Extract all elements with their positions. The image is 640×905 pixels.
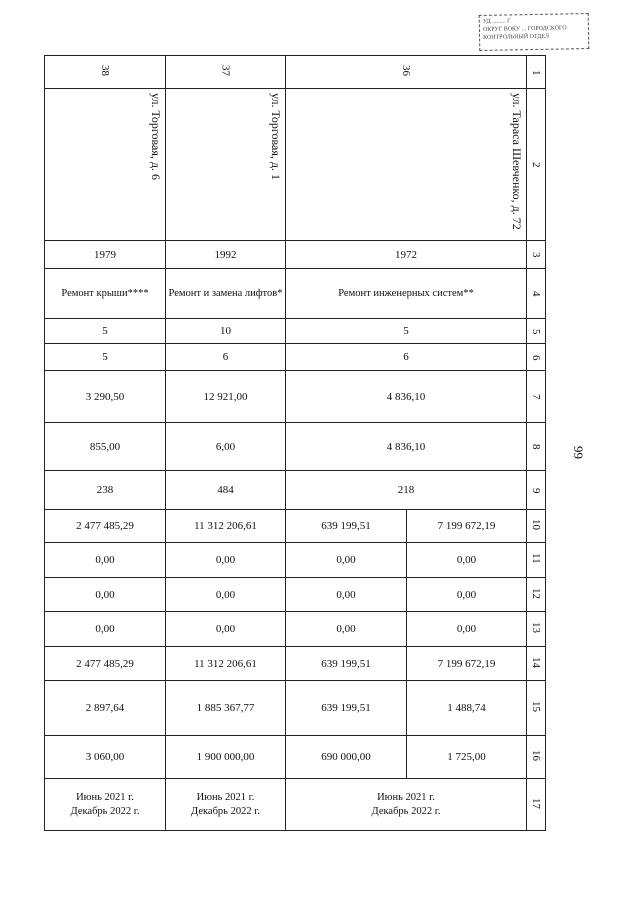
value-cell: 0,00 <box>45 543 166 578</box>
value-cell: 6 <box>166 344 286 371</box>
address-cell: ул. Тараса Шевченко, д. 72 <box>286 89 527 241</box>
value-cell: 690 000,00 <box>286 736 407 779</box>
value-cell: 4 836,10 <box>286 371 527 423</box>
value-cell: 0,00 <box>407 578 527 612</box>
work-type-cell: Ремонт крыши**** <box>45 269 166 319</box>
row-number: 6 <box>527 344 546 371</box>
value-cell: 11 312 206,61 <box>166 510 286 543</box>
cell-no: 38 <box>45 56 166 89</box>
value-cell: 0,00 <box>286 578 407 612</box>
value-cell: 0,00 <box>45 578 166 612</box>
value-cell: 10 <box>166 319 286 344</box>
value-cell: 6,00 <box>166 423 286 471</box>
value-cell: 4 836,10 <box>286 423 527 471</box>
row-number: 12 <box>527 578 546 612</box>
cell-no: 37 <box>166 56 286 89</box>
value-cell: 7 199 672,19 <box>407 510 527 543</box>
value-cell: 1 900 000,00 <box>166 736 286 779</box>
value-cell: 1 725,00 <box>407 736 527 779</box>
value-cell: 5 <box>286 319 527 344</box>
value-cell: 238 <box>45 471 166 510</box>
row-number: 1 <box>527 56 546 89</box>
page-number: 99 <box>571 446 586 459</box>
row-number: 17 <box>527 779 546 831</box>
address-cell: ул. Торговая, д. 6 <box>45 89 166 241</box>
value-cell: 639 199,51 <box>286 681 407 736</box>
value-cell: 0,00 <box>166 578 286 612</box>
value-cell: 3 290,50 <box>45 371 166 423</box>
row-number: 15 <box>527 681 546 736</box>
value-cell: 218 <box>286 471 527 510</box>
value-cell: 0,00 <box>407 543 527 578</box>
cell-no: 36 <box>286 56 527 89</box>
value-cell: 0,00 <box>286 543 407 578</box>
work-type-cell: Ремонт инженерных систем** <box>286 269 527 319</box>
year-cell: 1972 <box>286 241 527 269</box>
value-cell: 639 199,51 <box>286 647 407 681</box>
work-type-cell: Ремонт и замена лифтов* <box>166 269 286 319</box>
row-number: 8 <box>527 423 546 471</box>
stamp-line: ОКРУГ ВОКУ ... ГОРОДСКОГО <box>482 25 567 33</box>
period-start: Июнь 2021 г. <box>76 791 134 803</box>
period-start: Июнь 2021 г. <box>196 791 255 803</box>
period-end: Декабрь 2022 г. <box>191 805 260 817</box>
value-cell: 5 <box>45 344 166 371</box>
value-cell: 0,00 <box>286 612 407 647</box>
address-cell: ул. Торговая, д. 1 <box>166 89 286 241</box>
row-number: 11 <box>527 543 546 578</box>
value-cell: 2 477 485,29 <box>45 647 166 681</box>
row-number: 16 <box>527 736 546 779</box>
period-cell <box>166 779 286 831</box>
value-cell: 11 312 206,61 <box>166 647 286 681</box>
row-number: 13 <box>527 612 546 647</box>
row-number: 4 <box>527 269 546 319</box>
value-cell: 1 488,74 <box>407 681 527 736</box>
value-cell: 7 199 672,19 <box>407 647 527 681</box>
row-number: 7 <box>527 371 546 423</box>
row-number: 3 <box>527 241 546 269</box>
period-end: Декабрь 2022 г. <box>371 805 441 817</box>
value-cell: 855,00 <box>45 423 166 471</box>
value-cell: 2 897,64 <box>45 681 166 736</box>
row-number: 5 <box>527 319 546 344</box>
period-cell <box>45 779 166 831</box>
year-cell: 1992 <box>166 241 286 269</box>
value-cell: 0,00 <box>407 612 527 647</box>
value-cell: 5 <box>45 319 166 344</box>
year-cell: 1979 <box>45 241 166 269</box>
value-cell: 1 885 367,77 <box>166 681 286 736</box>
repair-table <box>44 55 546 831</box>
row-number: 9 <box>527 471 546 510</box>
period-start: Июнь 2021 г. <box>377 791 435 803</box>
value-cell: 639 199,51 <box>286 510 407 543</box>
period-end: Декабрь 2022 г. <box>70 805 140 817</box>
value-cell: 0,00 <box>45 612 166 647</box>
stamp-line: КОНТРОЛЬНЫЙ ОТДЕЛ <box>483 33 550 41</box>
row-number: 2 <box>527 89 546 241</box>
registration-stamp <box>479 13 590 51</box>
value-cell: 0,00 <box>166 612 286 647</box>
value-cell: 484 <box>166 471 286 510</box>
value-cell: 0,00 <box>166 543 286 578</box>
value-cell: 3 060,00 <box>45 736 166 779</box>
period-cell <box>286 779 527 831</box>
value-cell: 2 477 485,29 <box>45 510 166 543</box>
value-cell: 12 921,00 <box>166 371 286 423</box>
row-number: 14 <box>527 647 546 681</box>
stamp-line: УД ......... Г <box>482 18 511 25</box>
row-number: 10 <box>527 510 546 543</box>
value-cell: 6 <box>286 344 527 371</box>
